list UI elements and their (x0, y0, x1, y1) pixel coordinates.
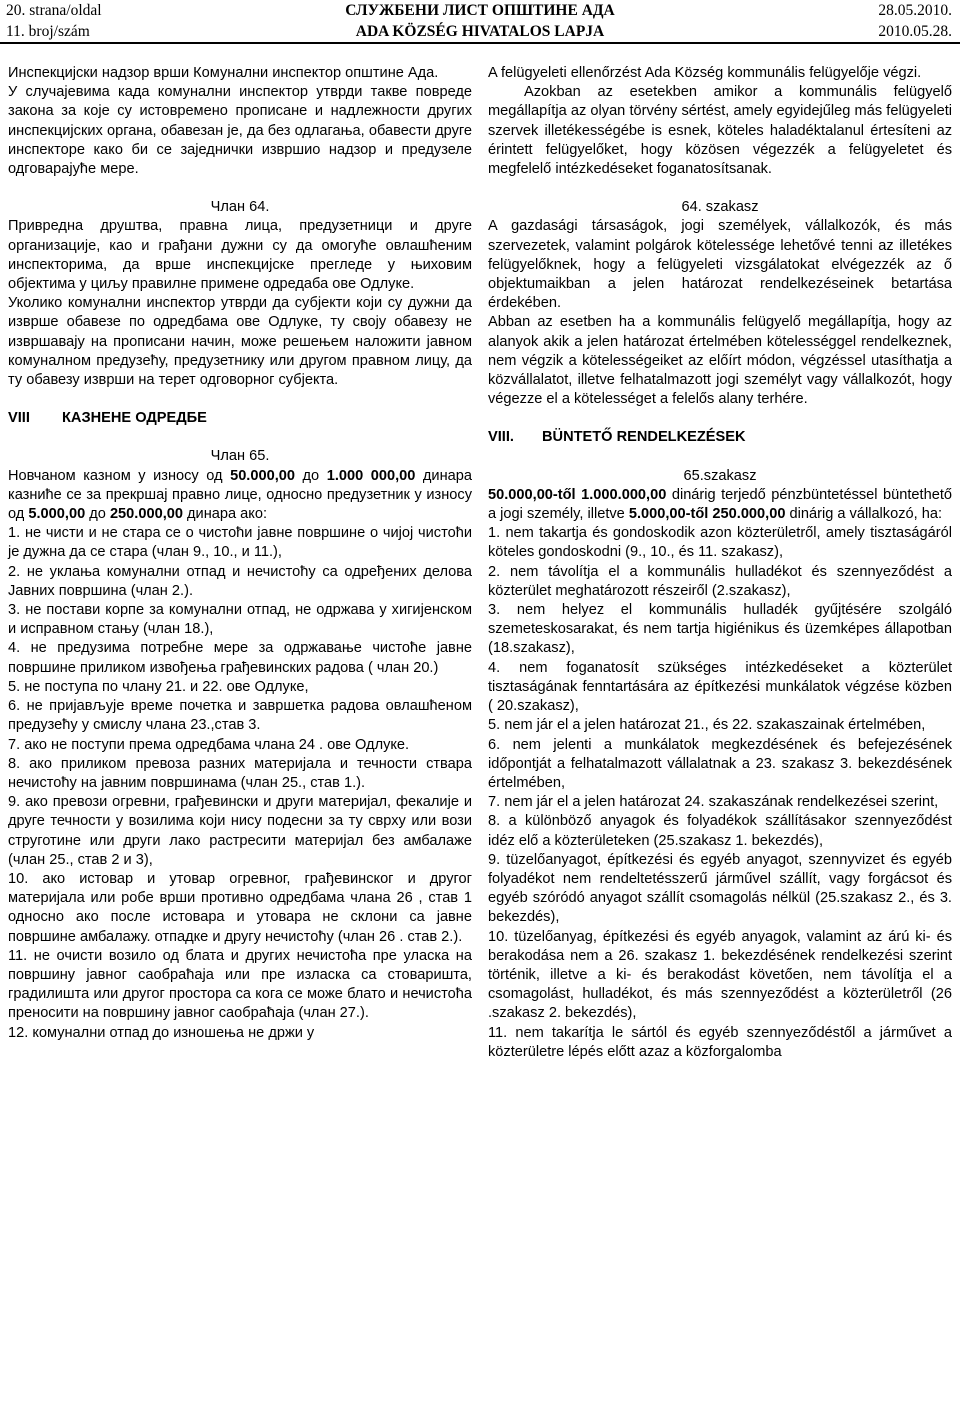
page-number-serbian: 20. strana/oldal (6, 2, 102, 19)
date-serbian: 28.05.2010. (878, 2, 952, 19)
list-item: 8. a különböző anyagok és folyadékok szállításakor szennyeződést idéz elő a közterületeken (25.szakasz 1. bekezdés), (488, 813, 952, 849)
list-item: 5. не поступа по члану 21. и 22. ове Одлуке, (8, 678, 309, 695)
list-item: 9. tüzelőanyagot, építkezési és egyéb anyagot, szennyvizet és egyéb folyadékot nem rendeltetésszerű járművel szállít, vagy forgácsot és egyéb szóródó anyagot szállít csomagolás nélkül (25.szakasz 2., és 3. bekezdés), (488, 851, 952, 926)
gazette-title (0, 0, 960, 42)
list-item: 1. не чисти и не стара се о чистоћи јавне површине о чијој чистоћи је дужна да се стара (члан 9., 10., и 11.), (8, 525, 472, 561)
list-item: 7. ако не поступи према одредбама члана 24 . ове Одлуке. (8, 736, 410, 753)
paragraph: Привредна друштва, правна лица, предузетници и друге организације, као и грађани дужни су да омогуће овлашћеним инспекторима, да врше инспекцијске прегледе у њиховим објектима у циљу правилне примене одредаба ове Одлуке. (8, 218, 472, 293)
section-heading (8, 409, 472, 428)
article-heading: Члан 64. (210, 199, 270, 216)
list-item: 11. не очисти возило од блата и других нечистоћа пре уласка на површину јавног саобраћаја или пре изласка са стоваришта, градилишта или другог простора са кога се може блато и нечистоћа преносити на површину јавног саобраћаја (члан 27.). (8, 947, 472, 1022)
list-item: 11. nem takarítja le sártól és egyéb szennyeződéstől a járművet a közterületre lépés előtt azaz a közforgalomba (488, 1024, 952, 1060)
list-item: 2. не уклања комунални отпад и нечистоћу са одређених делова Јавних површина (члан 2.). (8, 563, 472, 599)
paragraph: У случајевима када комунални инспектор утврди такве повреде закона за које су истовремено прописане и надлежности других инспекцијских органа, обавезан је, да без одлагања, обавести друге инспекторе како би се заједнички извршио надзор и предузеле одговарајуће мере. (8, 84, 472, 178)
paragraph: A gazdasági társaságok, jogi személyek, vállalkozók, és más szervezetek, valamint polgárok kötelessége lehetővé tenni az illetékes felügyelőknek, hogy a felügyeleti vizsgálatokat elvégezzék az ő objektumaikban a jelen határozat rendelkezéseinek betartása érdekében. (488, 218, 952, 312)
section-heading (488, 428, 952, 447)
list-item: 5. nem jár el a jelen határozat 21., és 22. szakaszainak értelmében, (488, 717, 926, 734)
section-title: КАЗНЕНЕ ОДРЕДБЕ (62, 410, 207, 427)
article-heading: Члан 65. (210, 448, 270, 465)
issue-date (878, 0, 952, 42)
paragraph: A felügyeleti ellenőrzést Ada Község kommunális felügyelője végzi. (488, 65, 922, 81)
list-item: 3. не постави корпе за комунални отпад, не одржава у хигијенском и исправном стању (члан 18.), (8, 602, 472, 638)
article-intro: 50.000,00-től 1.000.000,00 dinárig terjedő pénzbüntetéssel büntethető a jogi személy, illetve 5.000,00-től 250.000,00 dinárig a vállalkozó, ha: (488, 486, 952, 523)
list-item: 1. nem takartja és gondoskodik azon közterületről, amely tisztaságáról köteles gondoskodni (9., 10., és 11. szakasz), (488, 525, 952, 561)
list-item: 6. nem jelenti a munkálatok megkezdésének és befejezésének időpontját a felhatalmazott vállalatnak a 23. szakasz 3. bekezdésének értelmében, (488, 736, 952, 791)
list-item: 4. не предузима потребне мере за одржавање чистоће јавне површине приликом извођења грађевинских радова ( члан 20.) (8, 640, 472, 676)
list-item: 3. nem helyez el kommunális hulladék gyűjtésére szolgáló szemeteskosarakat, és nem tartja higiénikus és üzemképes állapotban (18.szakasz), (488, 602, 952, 657)
section-title: BÜNTETŐ RENDELKEZÉSEK (542, 429, 746, 446)
paragraph: Уколико комунални инспектор утврди да субјекти који су дужни да изврше обавезе по одредбама ове Одлуке, ту своју обавезу не извршавају на прописани начин, може решењем наложити јавном комуналном предузећу, предузетнику или другом правном лицу, да ту обавезу изврши на терет одговорног субјекта. (8, 295, 472, 389)
list-item: 10. ако истовар и утовар огревног, грађевинског и другог материјала или робе врши противно одредбама члана 26 , став 1 односно ако после истовара и утовара не склони са јавне површине амбалажу. отпадке и другу нечистоћу (члан 26 . став 2.). (8, 870, 472, 945)
article-heading: 65.szakasz (683, 467, 757, 484)
section-number: VIII. (488, 429, 514, 446)
list-item: 4. nem foganatosít szükséges intézkedéseket a közterület tisztaságának fenntartására az építkezési munkálatok végzése közben ( 20.szakasz), (488, 659, 952, 715)
issue-number: 11. broj/szám (6, 23, 90, 40)
list-item: 2. nem távolítja el a kommunális hulladékot és szennyeződést a közterület meghatározott részeiről (2.szakasz), (488, 563, 952, 599)
paragraph: Инспекцијски надзор врши Комунални инспектор општине Ада. (8, 65, 439, 81)
page-header (0, 0, 960, 44)
list-item: 8. ако приликом превоза разних материјала и течности ствара нечистоћу на јавним површинама (члан 25., став 1.). (8, 755, 472, 791)
paragraph: Azokban az esetekben amikor a kommunális felügyelő megállapítja az olyan törvény sértést, amely egyidejűleg más felügyeleti szervek illetékességébe is esnek, köteles haladéktalanul értesíteni az érintett felügyelőket, hogy közösen végezzék a felügyeletet és megfelelő intézkedéseket foganatosítsanak. (488, 84, 952, 178)
paragraph: Abban az esetben ha a kommunális felügyelő megállapítja, hogy az alanyok akik a jelen határozat értelmében kötelességgel rendelkeznek, nem végzik a kötelességeiket az előírt módon, végzéssel utasíthatja a közvállalatot, illetve felhatalmazott jogi személyt vagy vállalkozót, hogy végezze el a kötelességet a felelős alany terhére. (488, 314, 952, 408)
list-item: 6. не пријављује време почетка и завршетка радова овлашћеном предузећу у смислу члана 23.,став 3. (8, 698, 472, 734)
article-intro: Новчаном казном у износу од 50.000,00 до 1.000 000,00 динара казниће се за прекршај правно лице, односно предузетник у износу од 5.000,00 до 250.000,00 динара ако: (8, 467, 472, 523)
gazette-title-hungarian: ADA KÖZSÉG HIVATALOS LAPJA (355, 23, 605, 40)
serbian-column (8, 64, 472, 1043)
article-heading: 64. szakasz (681, 199, 759, 216)
list-item: 10. tüzelőanyag, építkezési és egyéb anyagok, valamint az árú ki- és berakodása nem a 26. szakasz 1. bekezdésének rendelkezési szerint történik, illetve a ki- és berakodást követően, nem távolítja el a csomagolást, hulladékot, és más szennyeződést a közterületről (26 .szakasz 2. bekezdés), (488, 928, 952, 1022)
date-hungarian: 2010.05.28. (878, 23, 952, 40)
list-item: 12. комунални отпад до изношења не држи у (8, 1024, 315, 1041)
list-item: 7. nem jár el a jelen határozat 24. szakaszának rendelkezései szerint, (488, 794, 939, 811)
list-item: 9. ако превози огревни, грађевински и други материјал, фекалије и друге течности у возилима који нису подесни за ту сврху или вози струготине или други лако растресити материјал без амбалаже (члан 25., став 2 и 3), (8, 794, 472, 868)
section-number: VIII (8, 410, 30, 427)
hungarian-column (488, 64, 952, 1062)
gazette-title-serbian: СЛУЖБЕНИ ЛИСТ ОПШТИНЕ АДА (345, 2, 615, 19)
